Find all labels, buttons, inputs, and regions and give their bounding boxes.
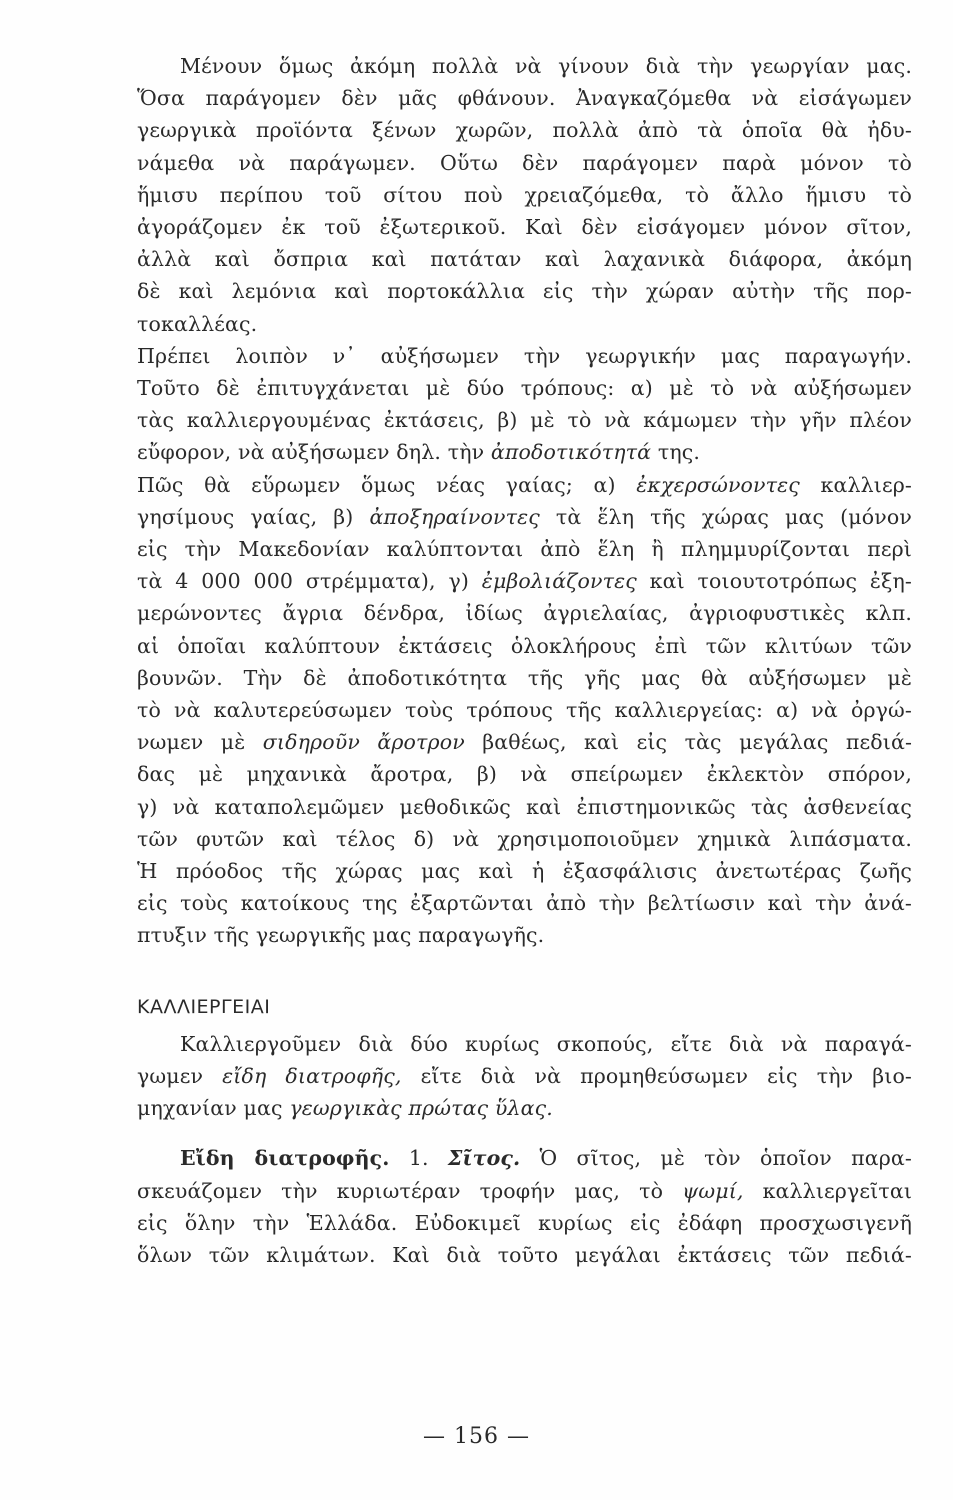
text-run: τὰ ἕλη τῆς χώρας μας (μόνον bbox=[555, 504, 912, 529]
subsection-heading: Εἴδη διατροφῆς. bbox=[180, 1146, 390, 1171]
paragraph-3 bbox=[137, 469, 912, 855]
text-line bbox=[137, 1175, 912, 1207]
text-run: Πῶς θὰ εὕρωμεν ὅμως νέας γαίας; α) bbox=[137, 472, 616, 497]
text-run: γωμεν bbox=[137, 1063, 204, 1088]
emphasis-text: ψωμί, bbox=[682, 1178, 744, 1203]
text-run: εὔφορον, νὰ αὐξήσωμεν δηλ. τὴν bbox=[137, 440, 485, 465]
text-run: βαθέως, καὶ εἰς τὰς μεγάλας πεδιά- bbox=[482, 730, 913, 755]
section-heading: ΚΑΛΛΙΕΡΓΕΙΑΙ bbox=[137, 995, 271, 1018]
emphasis-text: ἀποξηραίνοντες bbox=[369, 504, 540, 529]
text-line: μερώνοντες ἄγρια δένδρα, ἰδίως ἀγριελαίας, ἀγριοφυστικὲς κλπ. bbox=[137, 601, 912, 626]
text-run: καλλιερ- bbox=[820, 472, 913, 497]
text-run: σκευάζομεν τὴν κυριωτέραν τροφήν μας, τὸ bbox=[137, 1178, 664, 1203]
page-body bbox=[137, 50, 912, 1271]
item-title: Σῖτος. bbox=[447, 1146, 521, 1171]
paragraph-5 bbox=[137, 1028, 912, 1125]
text-run: της. bbox=[657, 440, 701, 465]
text-line bbox=[137, 565, 912, 597]
emphasis-text: ἀποδοτικότητά bbox=[490, 440, 652, 465]
text-line: εἰς τὴν Μακεδονίαν καλύπτονται ἀπὸ ἕλη ἢ πλημμυρίζονται περὶ bbox=[137, 537, 912, 562]
text-line: τὰς καλλιεργουμένας ἐκτάσεις, β) μὲ τὸ νὰ κάμωμεν τὴν γῆν πλέον bbox=[137, 408, 912, 433]
emphasis-text: σιδηροῦν ἄροτρον bbox=[262, 730, 465, 755]
text-line: δας μὲ μηχανικὰ ἄροτρα, β) νὰ σπείρωμεν ἐκλεκτὸν σπόρον, bbox=[137, 762, 912, 787]
text-line: Πρέπει λοιπὸν ν᾽ αὐξήσωμεν τὴν γεωργικήν μας παραγωγήν. bbox=[137, 343, 912, 368]
text-line: εἰς τοὺς κατοίκους της ἐξαρτῶνται ἀπὸ τὴν βελτίωσιν καὶ τὴν ἀνά- bbox=[137, 891, 912, 916]
text-line: τοκαλλέας. bbox=[137, 311, 258, 336]
text-line: ἀλλὰ καὶ ὄσπρια καὶ πατάταν καὶ λαχανικὰ διάφορα, ἀκόμη bbox=[137, 247, 912, 272]
text-run: καλλιεργεῖται bbox=[762, 1178, 913, 1203]
text-line: πτυξιν τῆς γεωργικῆς μας παραγωγῆς. bbox=[137, 923, 545, 948]
text-line: ἀγοράζομεν ἐκ τοῦ ἐξωτερικοῦ. Καὶ δὲν εἰσάγομεν μόνον σῖτον, bbox=[137, 215, 912, 240]
text-run: εἴτε διὰ νὰ προμηθεύσωμεν εἰς τὴν βιο- bbox=[420, 1063, 913, 1088]
emphasis-text: γεωργικὰς πρώτας ὕλας. bbox=[289, 1096, 553, 1121]
text-line: βουνῶν. Τὴν δὲ ἀποδοτικότητα τῆς γῆς μας θὰ αὐξήσωμεν μὲ bbox=[137, 665, 912, 690]
text-line: Ὅσα παράγομεν δὲν μᾶς φθάνουν. Ἀναγκαζόμεθα νὰ εἰσάγωμεν bbox=[137, 86, 912, 111]
text-line: γεωργικὰ προϊόντα ξένων χωρῶν, πολλὰ ἀπὸ τὰ ὁποῖα θὰ ἠδυ- bbox=[137, 118, 912, 143]
emphasis-text: ἐκχερσώνοντες bbox=[636, 472, 800, 497]
text-line bbox=[137, 1060, 912, 1092]
text-run: τὰ 4 000 000 στρέμματα), γ) bbox=[137, 569, 470, 594]
text-line bbox=[137, 1092, 912, 1124]
text-line bbox=[137, 1142, 912, 1174]
text-line: Μένουν ὅμως ἀκόμη πολλὰ νὰ γίνουν διὰ τὴν γεωργίαν μας. bbox=[180, 54, 912, 78]
paragraph-2 bbox=[137, 340, 912, 469]
paragraph-1 bbox=[137, 50, 912, 340]
emphasis-text: ἐμβολιάζοντες bbox=[481, 569, 637, 594]
text-line bbox=[137, 469, 912, 501]
text-line bbox=[137, 726, 912, 758]
text-run: καὶ τοιουτοτρόπως ἐξη- bbox=[649, 569, 912, 594]
item-number: 1. bbox=[408, 1146, 429, 1171]
text-line: Καλλιεργοῦμεν διὰ δύο κυρίως σκοπούς, εἴτε διὰ νὰ παραγά- bbox=[180, 1031, 912, 1056]
text-line: Τοῦτο δὲ ἐπιτυγχάνεται μὲ δύο τρόπους: α) μὲ τὸ νὰ αὐξήσωμεν bbox=[137, 376, 912, 401]
text-line: τὸ νὰ καλυτερεύσωμεν τοὺς τρόπους τῆς καλλιεργείας: α) νὰ ὀργώ- bbox=[137, 698, 912, 723]
text-run: Ὁ σῖτος, μὲ τὸν ὁποῖον παρα- bbox=[539, 1146, 912, 1171]
text-run: νωμεν μὲ bbox=[137, 730, 246, 755]
paragraph-4 bbox=[137, 855, 912, 952]
text-line: ἥμισυ περίπου τοῦ σίτου ποὺ χρειαζόμεθα, τὸ ἄλλο ἥμισυ τὸ bbox=[137, 182, 912, 207]
text-line: νάμεθα νὰ παράγωμεν. Οὕτω δὲν παράγομεν παρὰ μόνον τὸ bbox=[137, 150, 912, 175]
text-run: γησίμους γαίας, β) bbox=[137, 504, 354, 529]
emphasis-text: εἴδη διατροφῆς, bbox=[222, 1063, 402, 1088]
text-line: αἱ ὁποῖαι καλύπτουν ἐκτάσεις ὁλοκλήρους ἐπὶ τῶν κλιτύων τῶν bbox=[137, 633, 912, 658]
page-number: — 156 — bbox=[423, 1424, 530, 1449]
text-line: εἰς ὅλην τὴν Ἑλλάδα. Εὐδοκιμεῖ κυρίως εἰς ἐδάφη προσχωσιγενῆ bbox=[137, 1210, 912, 1235]
text-line: τῶν φυτῶν καὶ τέλος δ) νὰ χρησιμοποιοῦμεν χημικὰ λιπάσματα. bbox=[137, 826, 912, 851]
text-run: μηχανίαν μας bbox=[137, 1096, 283, 1121]
paragraph-6 bbox=[137, 1142, 912, 1271]
text-line: δὲ καὶ λεμόνια καὶ πορτοκάλλια εἰς τὴν χώραν αὐτὴν τῆς πορ- bbox=[137, 279, 912, 304]
text-line: Ἡ πρόοδος τῆς χώρας μας καὶ ἡ ἐξασφάλισις ἀνετωτέρας ζωῆς bbox=[137, 859, 912, 884]
text-line: ὅλων τῶν κλιμάτων. Καὶ διὰ τοῦτο μεγάλαι ἐκτάσεις τῶν πεδιά- bbox=[137, 1242, 912, 1267]
text-line bbox=[137, 436, 912, 468]
text-line bbox=[137, 501, 912, 533]
text-line: γ) νὰ καταπολεμῶμεν μεθοδικῶς καὶ ἐπιστημονικῶς τὰς ἀσθενείας bbox=[137, 794, 912, 819]
